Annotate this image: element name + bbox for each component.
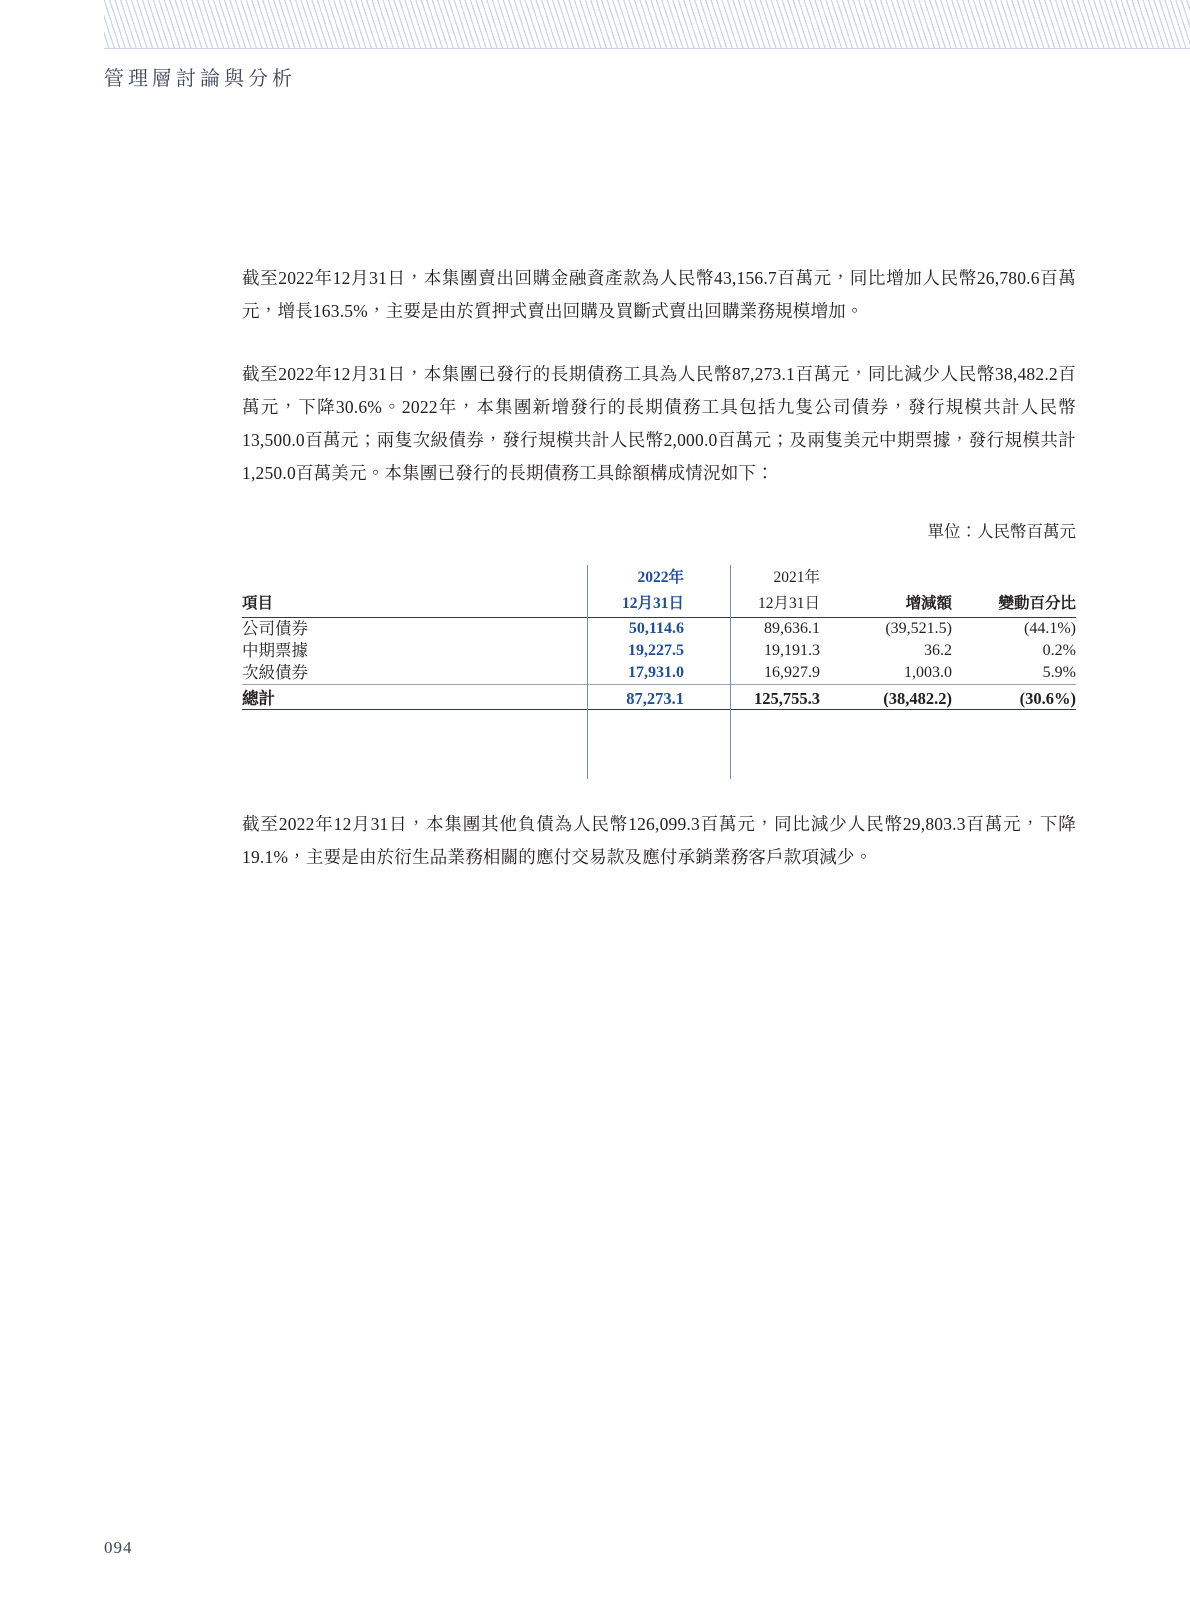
total-y2021: 125,755.3 (684, 685, 820, 710)
row1-delta: (39,521.5) (820, 618, 952, 641)
closing-text (242, 808, 1076, 874)
paragraph-2: 截至2022年12月31日，本集團已發行的長期債務工具為人民幣87,273.1百萬元，同比減少人民幣38,482.2百萬元，下降30.6%。2022年，本集團新增發行的長期債務工具包括九隻公司債券，發行規模共計人民幣13,500.0百萬元；兩隻次級債券，發行規模共計人民幣2,000.0百萬元；及兩隻美元中期票據，發行規模共計1,250.0百萬美元。本集團已發行的長期債務工具餘額構成情況如下： (242, 364, 1076, 483)
row3-delta: 1,003.0 (904, 664, 952, 681)
row2-pct: 0.2% (1042, 642, 1076, 659)
total-pct: (30.6%) (952, 685, 1076, 710)
bottom-rule-2 (542, 710, 684, 711)
running-head: 管理層討論與分析 (104, 68, 296, 90)
page-number: 094 (104, 1538, 133, 1557)
bottom-rule-3 (684, 710, 820, 711)
header-2022-year: 2022年 (637, 569, 684, 586)
total-item: 總計 (242, 685, 542, 710)
row2-item: 中期票據 (242, 641, 308, 660)
page-header-rule (104, 48, 1190, 49)
total-y2022: 87,273.1 (542, 685, 684, 710)
table-header-row-2 (242, 591, 1076, 618)
row1-y2021: 89,636.1 (684, 618, 820, 641)
table-row (242, 640, 1076, 662)
header-pct: 變動百分比 (998, 595, 1076, 612)
table-header-row-1 (242, 565, 1076, 591)
header-2022-date: 12月31日 (621, 595, 684, 612)
total-delta: (38,482.2) (820, 685, 952, 710)
header-delta-blank (820, 565, 952, 591)
row3-y2021: 16,927.9 (764, 664, 820, 681)
header-delta: 增減額 (905, 595, 952, 612)
long-term-debt-table (242, 565, 1076, 710)
table-row (242, 618, 1076, 641)
header-item-blank (242, 565, 542, 591)
header-2021-year: 2021年 (773, 569, 820, 586)
row2-y2022: 19,227.5 (628, 642, 684, 659)
bottom-rule-1 (242, 710, 542, 711)
row3-item: 次級債券 (242, 663, 308, 682)
header-pct-blank (952, 565, 1076, 591)
paragraph-3: 截至2022年12月31日，本集團其他負債為人民幣126,099.3百萬元，同比減少人民幣29,803.3百萬元，下降19.1%，主要是由於衍生品業務相關的應付交易款及應付承銷業務客戶款項減少。 (242, 814, 1076, 867)
bottom-rule-4 (820, 710, 952, 711)
row1-pct: (44.1%) (952, 618, 1076, 641)
table-unit-note: 單位：人民幣百萬元 (927, 522, 1076, 541)
page-header-hatch-band (104, 0, 1190, 48)
header-2021-date: 12月31日 (757, 595, 820, 612)
table-bottom-rule-row (242, 710, 1076, 711)
row3-y2022: 17,931.0 (628, 664, 684, 681)
body-text (242, 262, 1076, 490)
row1-y2022: 50,114.6 (542, 618, 684, 641)
row2-delta: 36.2 (924, 642, 952, 659)
header-item: 項目 (242, 595, 274, 612)
paragraph-1: 截至2022年12月31日，本集團賣出回購金融資產款為人民幣43,156.7百萬元，同比增加人民幣26,780.6百萬元，增長163.5%，主要是由於質押式賣出回購及買斷式賣出回購業務規模增加。 (242, 268, 1076, 321)
row1-item: 公司債券 (242, 618, 542, 641)
bottom-rule-5 (952, 710, 1076, 711)
row2-y2021: 19,191.3 (764, 642, 820, 659)
table-total-row (242, 685, 1076, 710)
row3-pct: 5.9% (1042, 664, 1076, 681)
table-row (242, 662, 1076, 685)
